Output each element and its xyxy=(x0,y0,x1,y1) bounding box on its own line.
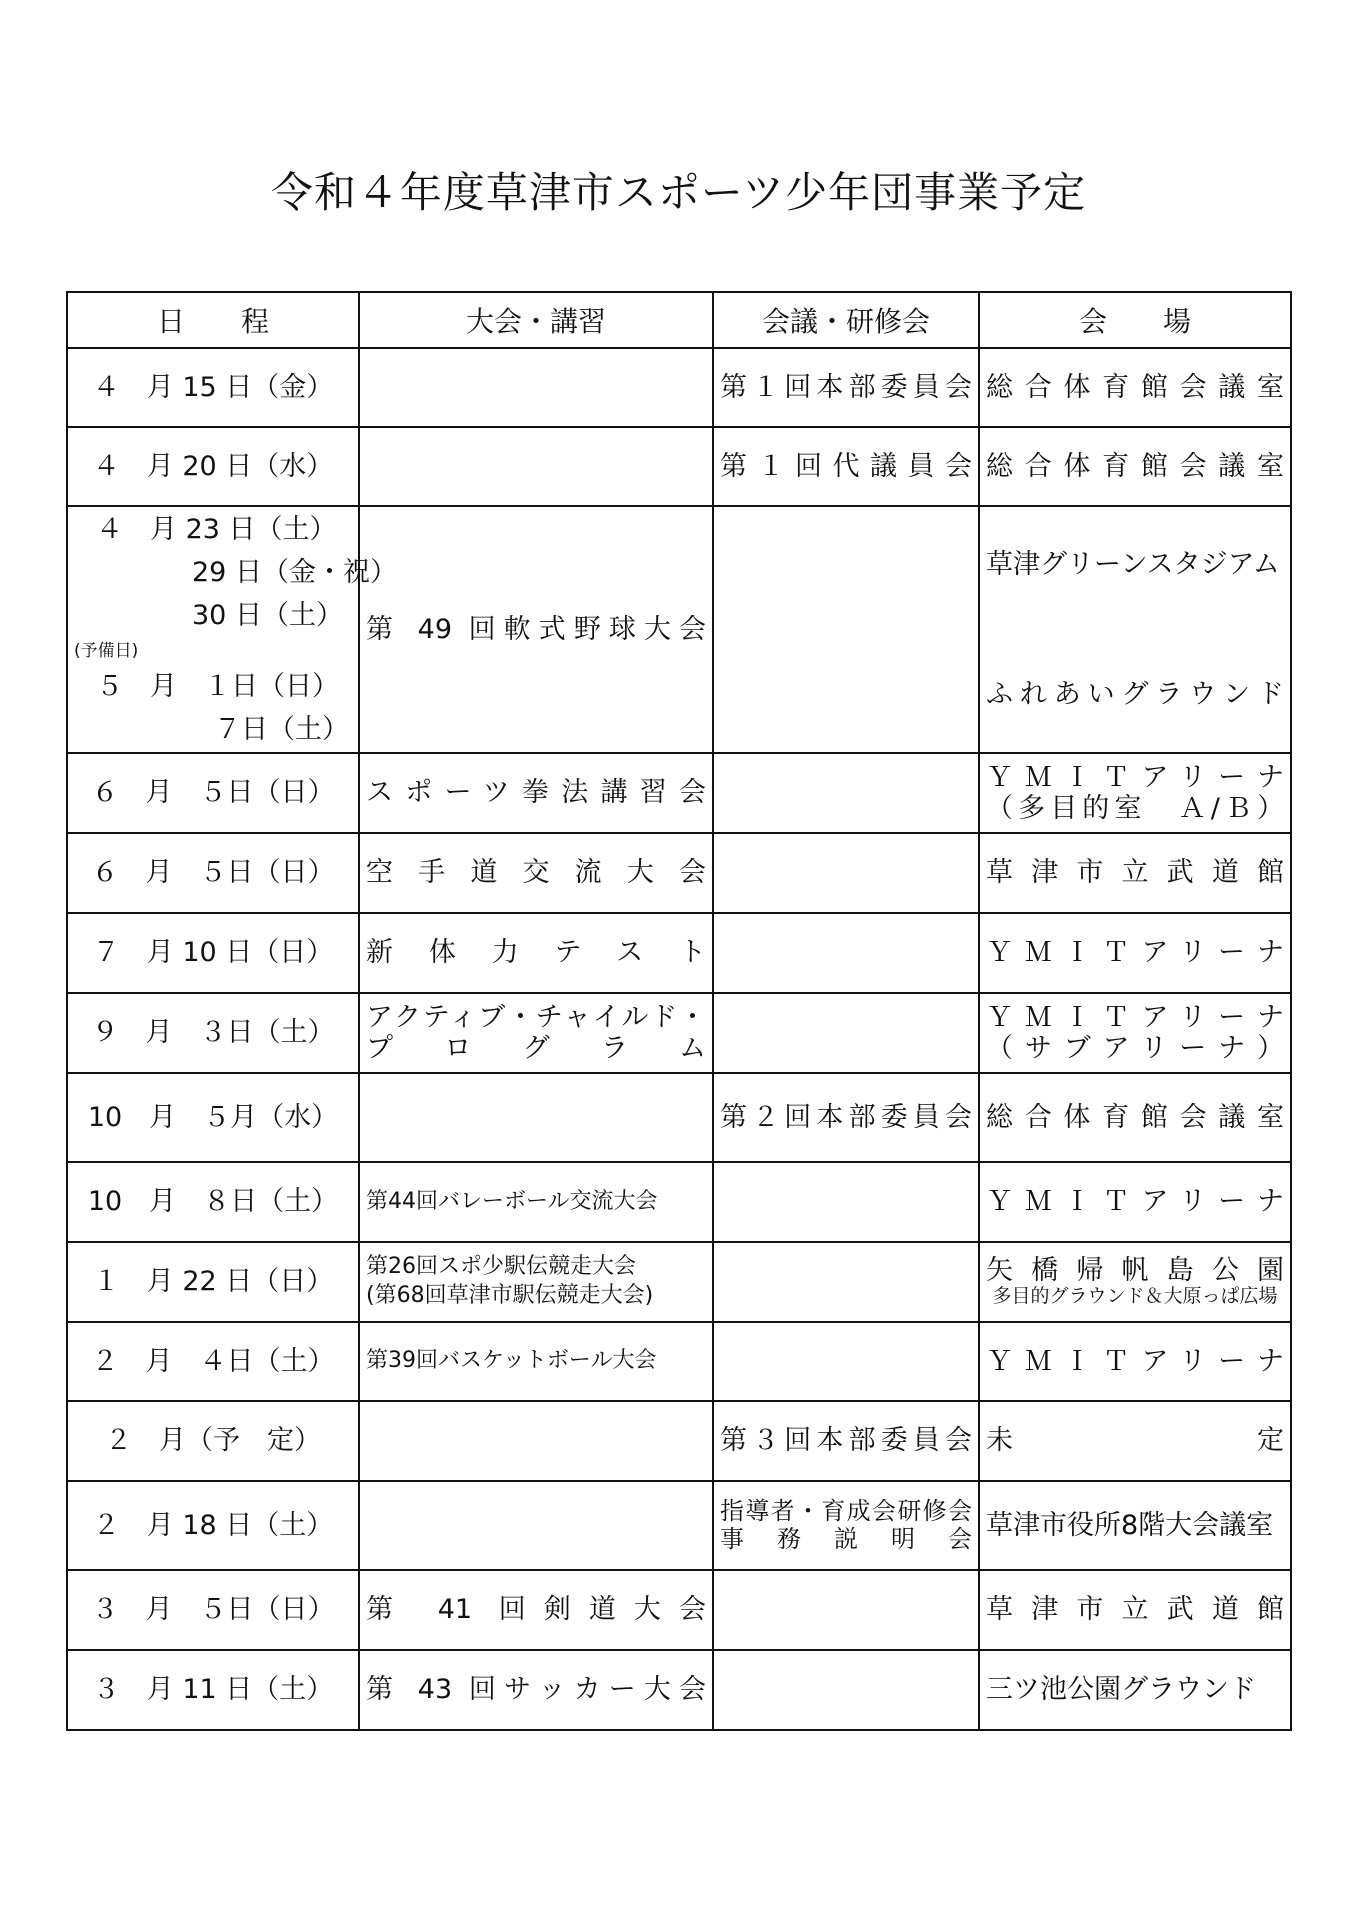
event-cell: スポーツ拳法講習会 xyxy=(359,753,713,833)
date-cell: １ 月 22 日（日） xyxy=(67,1242,359,1322)
meeting-cell xyxy=(713,913,979,993)
date-line: ５ 月 １日（日） xyxy=(96,670,339,702)
venue-cell: 総合体育館会議室 xyxy=(979,348,1291,427)
date-cell: ４ 月 15 日（金） xyxy=(67,348,359,427)
meeting-cell: 第３回本部委員会 xyxy=(713,1401,979,1481)
date-line-note: (予備日) xyxy=(74,640,139,661)
venue-cell: ＹＭＩＴアリーナ xyxy=(979,1322,1291,1401)
event-sub-line: プログラム xyxy=(366,1033,706,1064)
venue-cell xyxy=(979,993,1291,1073)
event-cell: 第 49 回軟式野球大会 xyxy=(359,506,713,753)
header-event: 大会・講習 xyxy=(359,292,713,348)
event-cell xyxy=(359,993,713,1073)
date-cell: 10 月 ８日（土） xyxy=(67,1162,359,1242)
event-cell xyxy=(359,1073,713,1162)
date-cell: ９ 月 ３日（土） xyxy=(67,993,359,1073)
table-row xyxy=(67,1481,1291,1570)
event-cell: 第44回バレーボール交流大会 xyxy=(359,1162,713,1242)
meeting-cell xyxy=(713,1570,979,1650)
venue-cell: 草津市立武道館 xyxy=(979,1570,1291,1650)
venue-sub-line: （サブアリーナ） xyxy=(986,1033,1284,1064)
venue-line: 草津グリーンスタジアム xyxy=(986,548,1280,580)
meeting-cell: 第２回本部委員会 xyxy=(713,1073,979,1162)
event-sub-line: (第68回草津市駅伝競走大会) xyxy=(366,1283,654,1308)
date-cell: ６ 月 ５日（日） xyxy=(67,753,359,833)
date-line: 29 日（金・祝） xyxy=(192,557,397,589)
event-cell: 新体力テスト xyxy=(359,913,713,993)
venue-sub-line: 多目的グラウンド＆大原っぱ広場 xyxy=(992,1285,1278,1308)
venue-line: ＹＭＩＴアリーナ xyxy=(986,761,1284,793)
table-row xyxy=(67,833,1291,913)
table-row xyxy=(67,1570,1291,1650)
venue-sub-line: （多目的室 Ａ/Ｂ） xyxy=(986,793,1284,824)
venue-line: 矢橋帰帆島公園 xyxy=(986,1254,1284,1286)
event-cell xyxy=(359,1481,713,1570)
venue-cell: 草津市役所8階大会議室 xyxy=(979,1481,1291,1570)
page-title: 令和４年度草津市スポーツ少年団事業予定 xyxy=(270,168,1087,217)
venue-cell: 三ツ池公園グラウンド xyxy=(979,1650,1291,1730)
date-line: ４ 月 23 日（土） xyxy=(96,513,337,545)
date-cell: ７ 月 10 日（日） xyxy=(67,913,359,993)
table-row xyxy=(67,348,1291,427)
meeting-cell xyxy=(713,993,979,1073)
table-row xyxy=(67,1073,1291,1162)
table-row xyxy=(67,1322,1291,1401)
event-cell xyxy=(359,348,713,427)
date-cell: ２ 月（予 定） xyxy=(67,1401,359,1481)
table-header-row xyxy=(67,292,1291,348)
table-row xyxy=(67,1162,1291,1242)
meeting-line: 指導者・育成会研修会 xyxy=(720,1496,972,1525)
venue-cell: 未定 xyxy=(979,1401,1291,1481)
date-cell: ６ 月 ５日（日） xyxy=(67,833,359,913)
venue-line: ふれあいグラウンド xyxy=(986,678,1284,710)
meeting-cell: 第１回代議員会 xyxy=(713,427,979,506)
schedule-table xyxy=(66,291,1292,1731)
venue-cell: ＹＭＩＴアリーナ xyxy=(979,913,1291,993)
table-row xyxy=(67,993,1291,1073)
event-cell: 第39回バスケットボール大会 xyxy=(359,1322,713,1401)
meeting-cell xyxy=(713,1322,979,1401)
table-row xyxy=(67,753,1291,833)
venue-cell xyxy=(979,1242,1291,1322)
meeting-cell xyxy=(713,753,979,833)
date-line: 30 日（土） xyxy=(192,600,343,632)
meeting-cell xyxy=(713,1242,979,1322)
event-line: 第26回スポ少駅伝競走大会 xyxy=(366,1254,636,1280)
date-cell xyxy=(67,506,397,753)
venue-line: ＹＭＩＴアリーナ xyxy=(986,1001,1284,1033)
table-row xyxy=(67,913,1291,993)
table-row xyxy=(67,1401,1291,1481)
date-cell: ２ 月 18 日（土） xyxy=(67,1481,359,1570)
header-date: 日 程 xyxy=(67,292,359,348)
meeting-cell xyxy=(713,1481,979,1570)
date-cell: ３ 月 11 日（土） xyxy=(67,1650,359,1730)
header-venue: 会 場 xyxy=(979,292,1291,348)
date-line: ７日（土） xyxy=(214,713,349,745)
event-cell xyxy=(359,1401,713,1481)
meeting-cell xyxy=(713,1162,979,1242)
table-row xyxy=(67,506,1291,753)
event-cell xyxy=(359,427,713,506)
meeting-cell xyxy=(713,506,979,753)
date-cell: ２ 月 ４日（土） xyxy=(67,1322,359,1401)
venue-cell xyxy=(979,506,1291,753)
table-row xyxy=(67,427,1291,506)
meeting-cell: 第１回本部委員会 xyxy=(713,348,979,427)
event-cell: 空手道交流大会 xyxy=(359,833,713,913)
meeting-cell xyxy=(713,1650,979,1730)
venue-cell: 草津市立武道館 xyxy=(979,833,1291,913)
date-cell: ３ 月 ５日（日） xyxy=(67,1570,359,1650)
table-row xyxy=(67,1242,1291,1322)
event-cell: 第 41 回剣道大会 xyxy=(359,1570,713,1650)
event-cell: 第 43 回サッカー大会 xyxy=(359,1650,713,1730)
table-row xyxy=(67,1650,1291,1730)
date-cell: 10 月 ５月（水） xyxy=(67,1073,359,1162)
date-cell: ４ 月 20 日（水） xyxy=(67,427,359,506)
venue-cell: 総合体育館会議室 xyxy=(979,1073,1291,1162)
meeting-sub-line: 事務説明会 xyxy=(720,1524,972,1553)
venue-cell: ＹＭＩＴアリーナ xyxy=(979,1162,1291,1242)
header-meeting: 会議・研修会 xyxy=(713,292,979,348)
meeting-cell xyxy=(713,833,979,913)
venue-cell: 総合体育館会議室 xyxy=(979,427,1291,506)
venue-cell xyxy=(979,753,1291,833)
event-cell xyxy=(359,1242,713,1322)
event-line: アクティブ・チャイルド・ xyxy=(366,1001,706,1033)
